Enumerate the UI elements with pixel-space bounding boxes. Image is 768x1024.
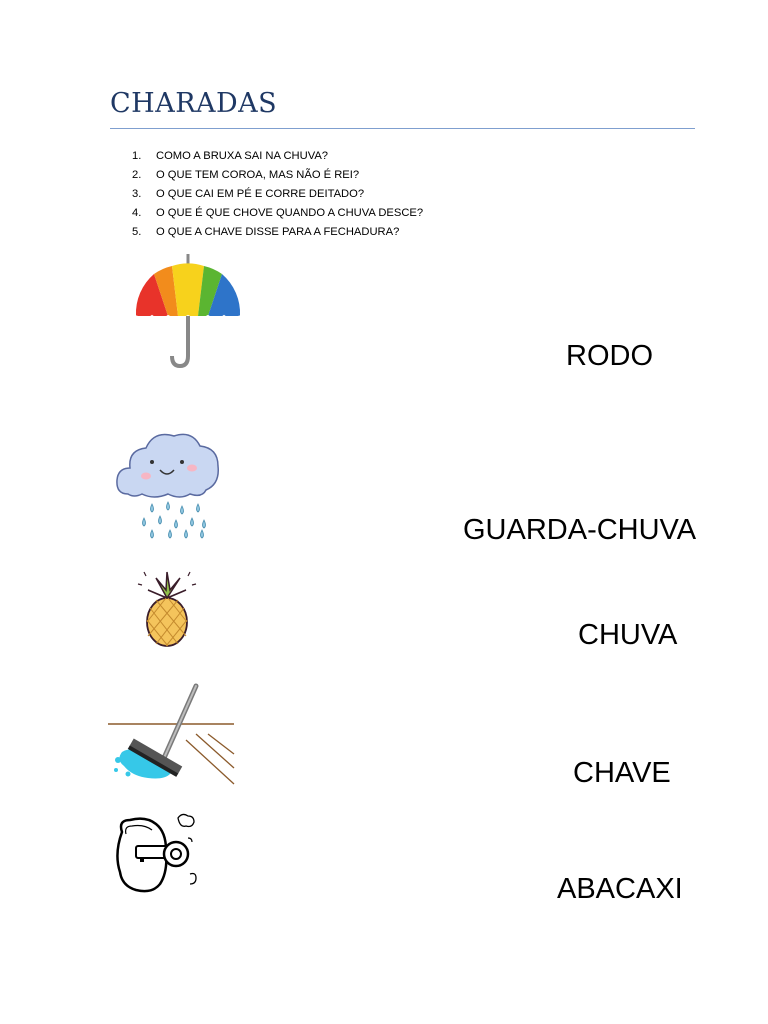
riddle-text: O QUE CAI EM PÉ E CORRE DEITADO? <box>156 188 365 200</box>
item-number: 5. <box>132 226 142 238</box>
list-item <box>132 223 423 242</box>
riddle-text: O QUE É QUE CHOVE QUANDO A CHUVA DESCE? <box>156 207 424 219</box>
list-item <box>132 166 423 185</box>
item-number: 3. <box>132 188 142 200</box>
list-item <box>132 147 423 166</box>
answer-word: RODO <box>566 340 653 372</box>
riddle-text: O QUE A CHAVE DISSE PARA A FECHADURA? <box>156 226 400 238</box>
list-item <box>132 185 423 204</box>
riddle-list <box>132 147 423 242</box>
answer-word: GUARDA-CHUVA <box>463 514 697 546</box>
squeegee-icon <box>108 680 236 786</box>
item-number: 2. <box>132 169 142 181</box>
item-number: 1. <box>132 150 142 162</box>
answer-word: CHUVA <box>578 619 678 651</box>
rain-cloud-icon <box>114 424 222 542</box>
answer-word: ABACAXI <box>557 873 683 905</box>
list-item <box>132 204 423 223</box>
riddle-text: COMO A BRUXA SAI NA CHUVA? <box>156 150 329 162</box>
key-in-lock-icon <box>112 810 198 900</box>
page-title: CHARADAS <box>110 88 278 119</box>
riddle-text: O QUE TEM COROA, MAS NÃO É REI? <box>156 169 360 181</box>
title-underline <box>110 128 695 129</box>
answer-word: CHAVE <box>573 757 671 789</box>
pineapple-icon <box>134 568 200 650</box>
umbrella-icon <box>132 252 244 370</box>
item-number: 4. <box>132 207 142 219</box>
